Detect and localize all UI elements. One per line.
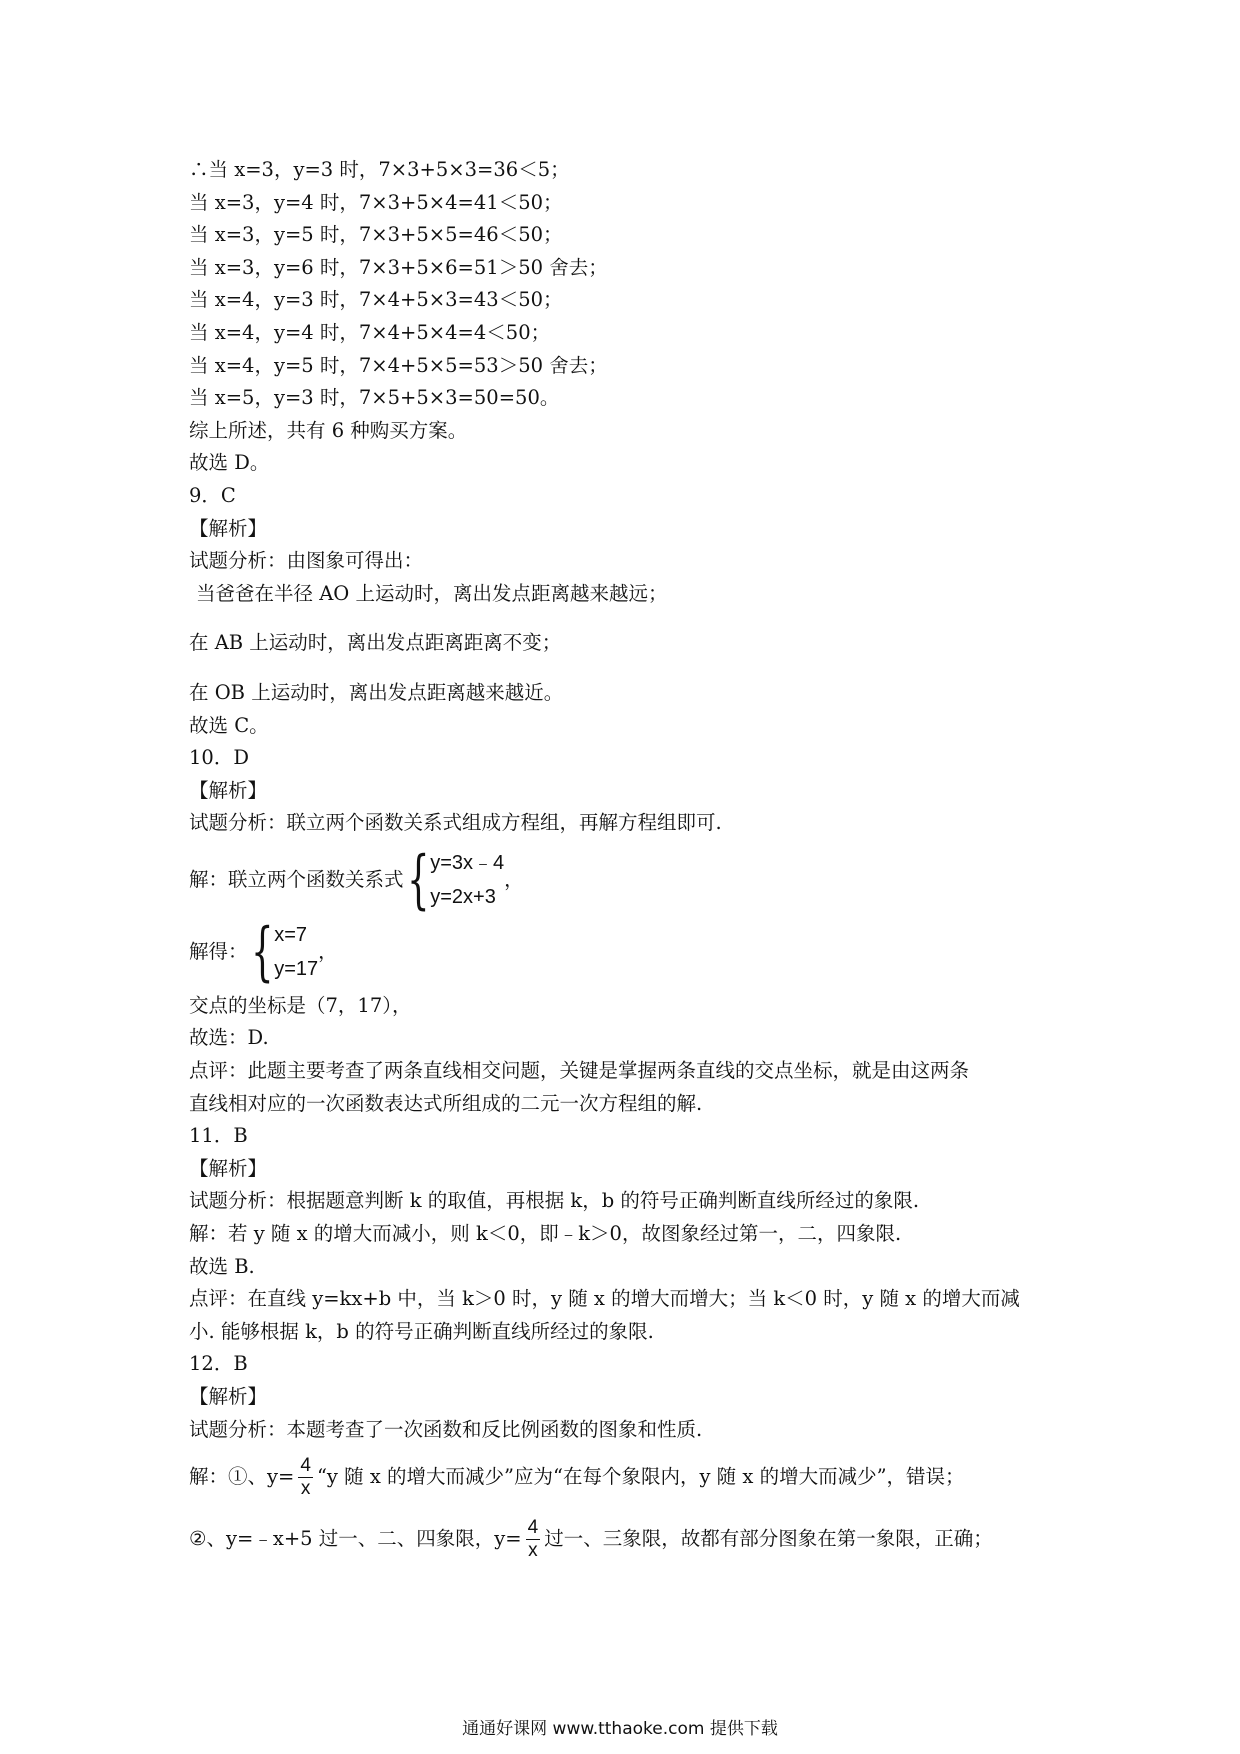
brace: {: [406, 842, 430, 917]
equation-system: [189, 842, 1069, 917]
question-number: 12．B: [189, 1352, 248, 1376]
text-line: 试题分析：由图象可得出：: [189, 549, 424, 573]
page-footer: 通通好课网 www.tthaoke.com 提供下载: [462, 1719, 778, 1739]
text-line: 故选 C。: [189, 713, 269, 737]
equation-row: x=7: [274, 923, 308, 946]
analysis-heading: 【解析】: [189, 1156, 268, 1180]
numerator: 4: [527, 1516, 539, 1538]
text-line: 故选：D.: [189, 1026, 269, 1050]
question-number: 10．D: [189, 746, 249, 770]
text-line: 在 OB 上运动时，离出发点距离越来越近。: [189, 680, 564, 704]
punctuation: ，: [318, 939, 338, 963]
text-line: 当 x=4，y=5 时，7×4+5×5=53＞50 舍去；: [189, 353, 608, 377]
equation-row: y=3x﹣4: [430, 851, 505, 874]
fraction-line: [189, 1508, 1069, 1570]
text-line: 当 x=5，y=3 时，7×5+5×3=50=50。: [189, 386, 560, 410]
text-segment: 过一、三象限，故都有部分图象在第一象限，正确；: [544, 1526, 993, 1550]
text-line: 综上所述，共有 6 种购买方案。: [189, 418, 468, 442]
fraction: [298, 1455, 313, 1500]
text-line: 当 x=4，y=3 时，7×4+5×3=43＜50；: [189, 288, 563, 312]
text-line: 当 x=3，y=6 时，7×3+5×6=51＞50 舍去；: [189, 255, 608, 279]
equation-row: y=2x+3: [430, 885, 496, 908]
text-line: 故选 D。: [189, 451, 270, 475]
text-line: 当 x=4，y=4 时，7×4+5×4=4＜50；: [189, 320, 551, 344]
fraction: [526, 1517, 541, 1562]
text-line: 小. 能够根据 k，b 的符号正确判断直线所经过的象限.: [189, 1319, 654, 1343]
punctuation: ，: [504, 867, 524, 891]
fraction-line: [189, 1446, 1069, 1508]
text-line: 点评：此题主要考查了两条直线相交问题，关键是掌握两条直线的交点坐标，就是由这两条: [189, 1059, 970, 1083]
text-line: 试题分析：联立两个函数关系式组成方程组，再解方程组即可.: [189, 811, 722, 835]
text-line: 点评：在直线 y=kx+b 中，当 k＞0 时，y 随 x 的增大而增大；当 k＜0 时，y 随 x 的增大而减: [189, 1287, 1020, 1311]
text-line: 故选 B.: [189, 1254, 255, 1278]
numerator: 4: [300, 1454, 311, 1476]
text-line: 当爸爸在半径 AO 上运动时，离出发点距离越来越远；: [196, 581, 668, 605]
text-line: 解：若 y 随 x 的增大而减小，则 k＜0，即﹣k＞0，故图象经过第一，二，四象限.: [189, 1222, 902, 1246]
text-line: 当 x=3，y=5 时，7×3+5×5=46＜50；: [189, 223, 563, 247]
solution-system: [189, 914, 1069, 989]
text-line: 交点的坐标是（7，17），: [189, 993, 412, 1017]
text-line: 试题分析：本题考查了一次函数和反比例函数的图象和性质.: [189, 1417, 703, 1441]
text-line: 直线相对应的一次函数表达式所组成的二元一次方程组的解.: [189, 1091, 703, 1115]
analysis-heading: 【解析】: [189, 1385, 268, 1408]
text-line: ∴当 x=3，y=3 时，7×3+5×3=36＜5；: [189, 158, 570, 181]
denominator: x: [528, 1539, 538, 1561]
analysis-heading: 【解析】: [189, 778, 268, 802]
brace: {: [250, 914, 274, 989]
equation-row: y=17: [274, 957, 319, 980]
denominator: x: [300, 1477, 311, 1499]
text-line: 当 x=3，y=4 时，7×3+5×4=41＜50；: [189, 190, 563, 214]
text-line: 解得：: [189, 939, 248, 963]
question-number: 11．B: [189, 1124, 248, 1148]
text-segment: “y 随 x 的增大而减少”应为“在每个象限内，y 随 x 的增大而减少”，错误；: [316, 1464, 965, 1488]
text-segment: 解：①、y=: [189, 1464, 295, 1488]
text-segment: ②、y=﹣x+5 过一、二、四象限，y=: [189, 1526, 522, 1550]
analysis-heading: 【解析】: [189, 516, 268, 540]
text-line: 试题分析：根据题意判断 k 的取值，再根据 k，b 的符号正确判断直线所经过的象限.: [189, 1189, 920, 1213]
question-number: 9．C: [189, 483, 236, 507]
text-line: 解：联立两个函数关系式: [189, 867, 404, 891]
text-line: 在 AB 上运动时，离出发点距离距离不变；: [189, 631, 562, 655]
document-body: [189, 154, 1069, 1570]
